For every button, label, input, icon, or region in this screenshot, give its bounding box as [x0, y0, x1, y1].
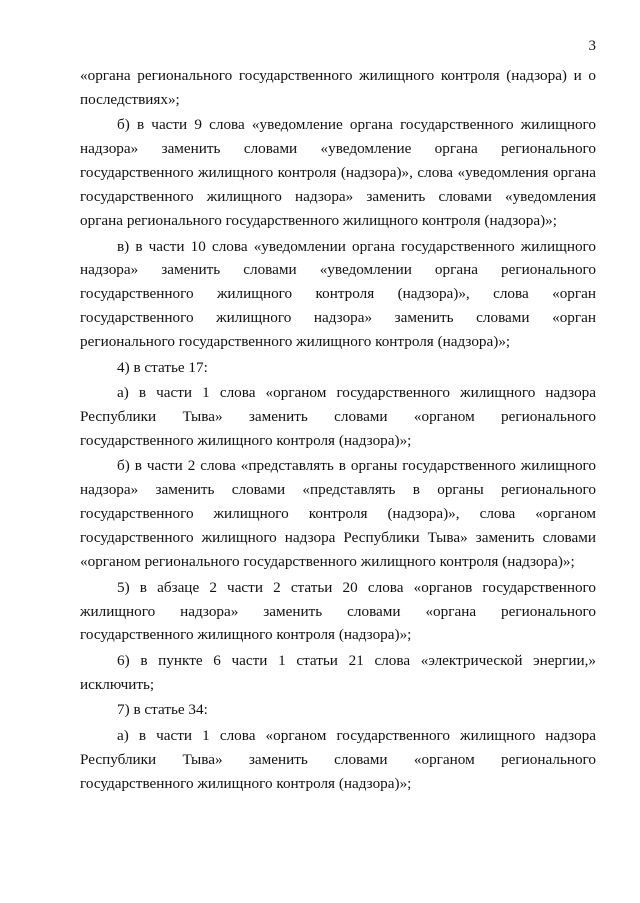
paragraph-7: 5) в абзаце 2 части 2 статьи 20 слова «органов государственного жилищного надзора» заменить словами «органа регионального государственного жилищного контроля (надзора)»;	[80, 578, 596, 644]
paragraph-4: 4) в статье 17:	[117, 358, 208, 376]
paragraph-2: б) в части 9 слова «уведомление органа государственного жилищного надзора» заменить словами «уведомление органа регионального государственного жилищного контроля (надзора)», слова «уведомления органа государственного жилищного надзора» заменить словами «уведомления органа регионального государственного жилищного контроля (надзора)»;	[80, 116, 596, 230]
paragraph-1: «органа регионального государственного жилищного контроля (надзора) и о последствиях»;	[80, 67, 596, 108]
paragraph-8: 6) в пункте 6 части 1 статьи 21 слова «электрической энергии,» исключить;	[80, 651, 596, 693]
paragraph-5: а) в части 1 слова «органом государственного жилищного надзора Республики Тыва» заменить словами «органом регионального государственного жилищного контроля (надзора)»;	[80, 384, 596, 449]
paragraph-3: в) в части 10 слова «уведомлении органа государственного жилищного надзора» заменить словами «уведомлении органа регионального государственного жилищного контроля (надзора)», слова «орган государственного жилищного надзора» заменить словами «орган регионального государственного жилищного контроля (надзора)»;	[80, 237, 596, 351]
paragraph-6: б) в части 2 слова «представлять в органы государственного жилищного надзора» заменить словами «представлять в органы регионального государственного жилищного контроля (надзора)», слова «органом государственного жилищного надзора Республики Тыва» заменить словами «органом регионального государственного жилищного контроля (надзора)»;	[80, 457, 596, 571]
page-number: 3	[588, 38, 596, 54]
document-body	[80, 64, 596, 797]
paragraph-10: а) в части 1 слова «органом государственного жилищного надзора Республики Тыва» заменить словами «органом регионального государственного жилищного контроля (надзора)»;	[80, 726, 596, 792]
paragraph-9: 7) в статье 34:	[117, 701, 208, 719]
